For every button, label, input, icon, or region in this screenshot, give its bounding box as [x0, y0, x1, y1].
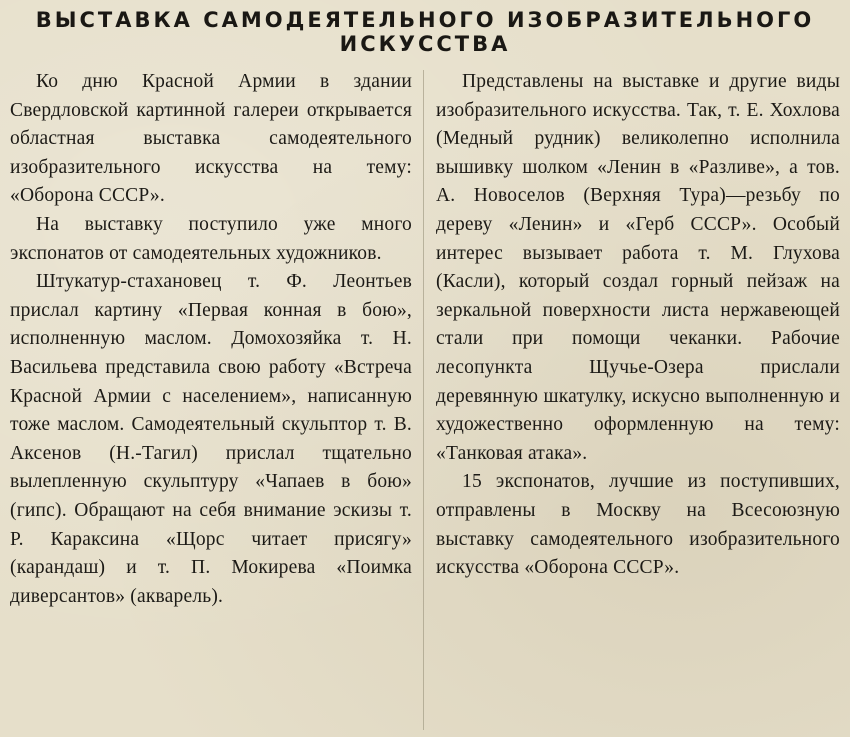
- left-column: [10, 68, 412, 611]
- paragraph: Штукатур-стахановец т. Ф. Леонтьев прислал картину «Первая конная в бою», исполненную маслом. Домохозяйка т. Н. Васильева представила свою работу «Встреча Красной Армии с населением», написанную тоже маслом. Самодеятельный скульптор т. В. Аксенов (Н.-Тагил) прислал тщательно вылепленную скульптуру «Чапаев в бою» (гипс). Обращают на себя внимание эскизы т. Р. Караксина «Щорс читает присягу» (карандаш) и т. П. Мокирева «Поимка диверсантов» (акварель).: [10, 271, 412, 607]
- paragraph: Ко дню Красной Армии в здании Свердловской картинной галереи открывается областная выставка самодеятельного изобразительного искусства на тему: «Оборона СССР».: [10, 71, 412, 207]
- right-column: [436, 68, 840, 583]
- headline-line-1: ВЫСТАВКА САМОДЕЯТЕЛЬНОГО ИЗОБРАЗИТЕЛЬНОГО: [35, 8, 815, 32]
- paragraph: Представлены на выставке и другие виды изобразительного искусства. Так, т. Е. Хохлова (Медный рудник) великолепно исполнила вышивку шолком «Ленин в «Разливе», а тов. А. Новоселов (Верхняя Тура)—резьбу по дереву «Ленин» и «Герб СССР». Особый интерес вызывает работа т. М. Глухова (Касли), который создал горный пейзаж на зеркальной поверхности листа нержавеющей стали при помощи чеканки. Рабочие лесопункта Щучье-Озера прислали деревянную шкатулку, искусно выполненную и художественно оформленную на тему: «Танковая атака».: [436, 71, 840, 464]
- paragraph: На выставку поступило уже много экспонатов от самодеятельных художников.: [10, 213, 412, 264]
- column-divider: [423, 70, 424, 730]
- headline-line-2: ИСКУССТВА: [339, 32, 511, 56]
- article-headline: [0, 8, 850, 56]
- paragraph: 15 экспонатов, лучшие из поступивших, отправлены в Москву на Всесоюзную выставку самодеятельного изобразительного искусства «Оборона СССР».: [436, 471, 840, 579]
